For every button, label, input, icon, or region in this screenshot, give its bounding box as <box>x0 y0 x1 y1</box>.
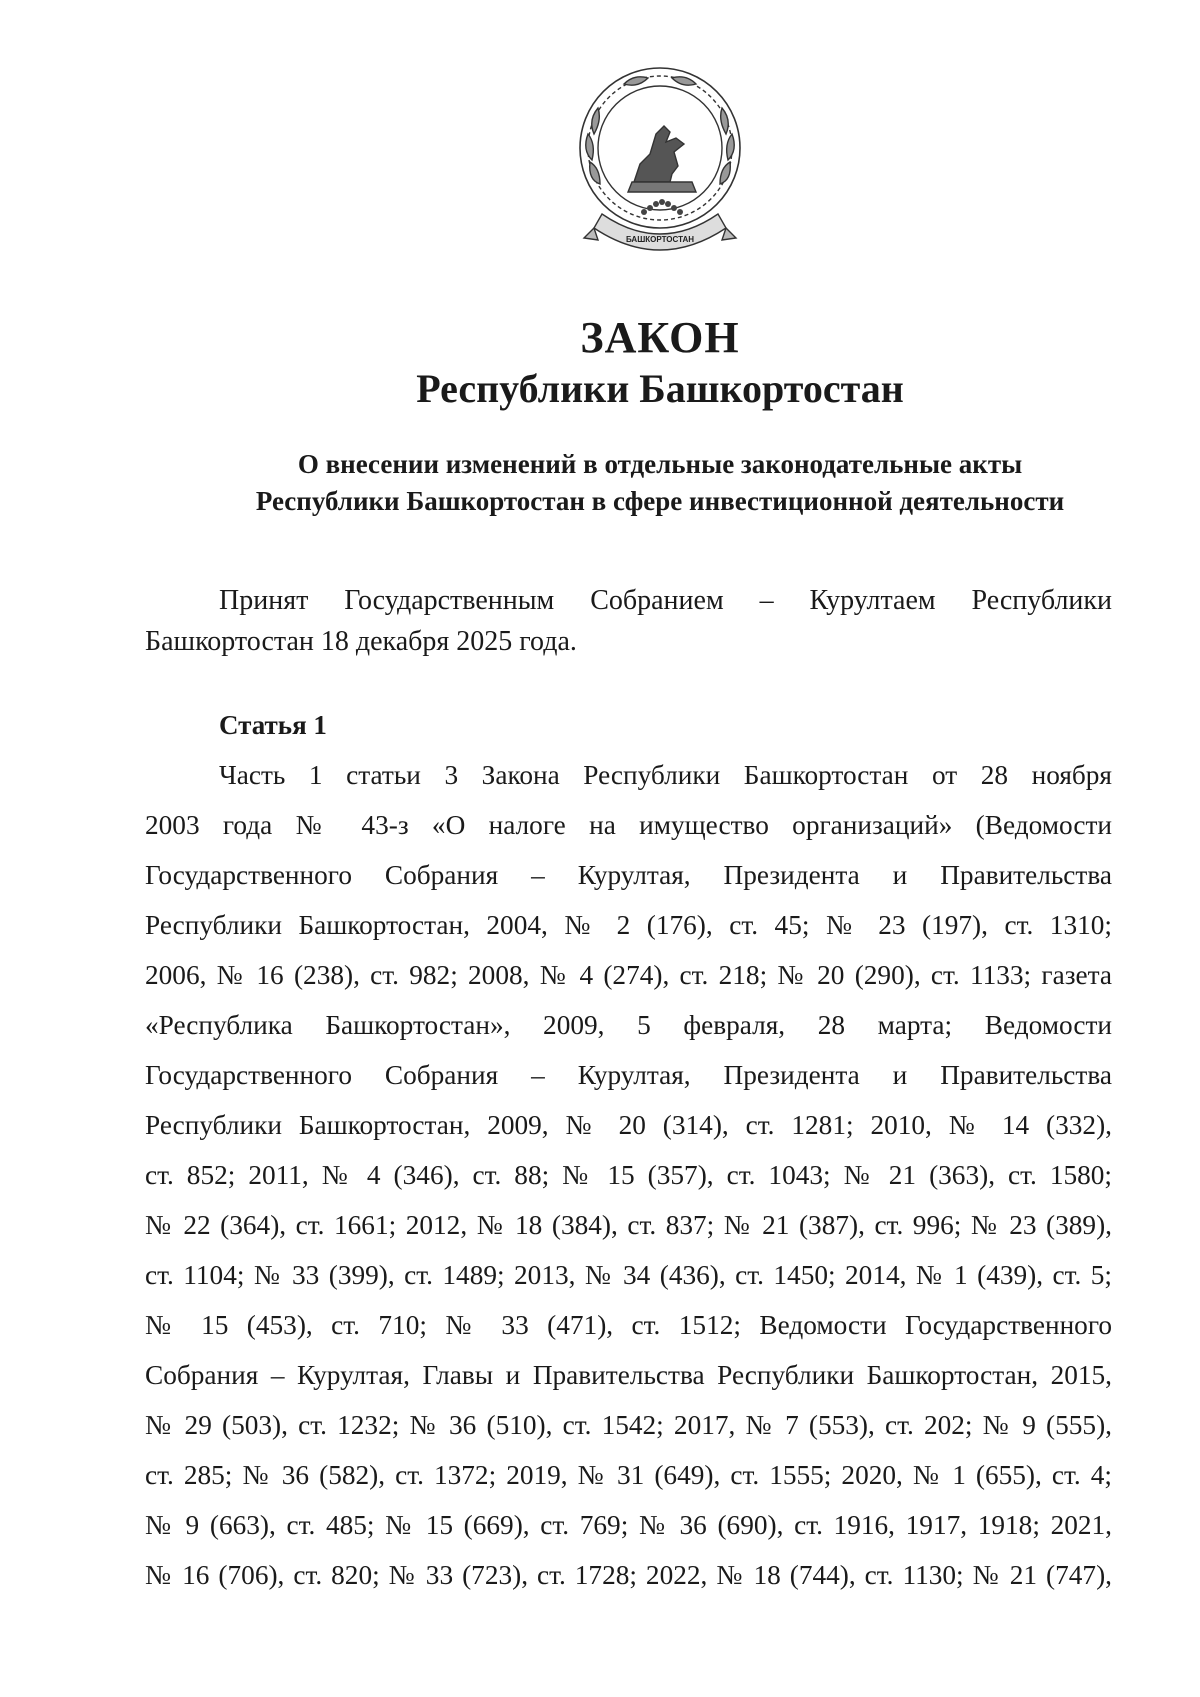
adoption-statement: Принят Государственным Собранием – Курултаем Республики Башкортостан 18 декабря 2025 года. <box>145 585 1112 657</box>
subject-line-1: О внесении изменений в отдельные законодательные акты <box>297 449 1023 479</box>
article-line: № 9 (663), ст. 485; № 15 (669), ст. 769; № 36 (690), ст. 1916, 1917, 1918; 2021, <box>145 1510 1112 1540</box>
article-line: Республики Башкортостан, 2009, № 20 (314), ст. 1281; 2010, № 14 (332), <box>145 1110 1112 1140</box>
article-line: ст. 852; 2011, № 4 (346), ст. 88; № 15 (357), ст. 1043; № 21 (363), ст. 1580; <box>145 1160 1112 1190</box>
article-line: № 15 (453), ст. 710; № 33 (471), ст. 1512; Ведомости Государственного <box>145 1310 1112 1340</box>
coat-of-arms-emblem <box>574 64 746 260</box>
article-line: № 16 (706), ст. 820; № 33 (723), ст. 1728; 2022, № 18 (744), ст. 1130; № 21 (747), <box>145 1560 1112 1590</box>
document-title: ЗАКОН <box>580 313 740 362</box>
article-line: «Республика Башкортостан», 2009, 5 февраля, 28 марта; Ведомости <box>145 1010 1112 1040</box>
subject-line-2: Республики Башкортостан в сфере инвестиционной деятельности <box>255 486 1065 516</box>
article-line: Собрания – Курултая, Главы и Правительства Республики Башкортостан, 2015, <box>145 1360 1112 1390</box>
article-line: 2003 года № 43-з «О налоге на имущество организаций» (Ведомости <box>145 810 1112 840</box>
document-subtitle: Республики Башкортостан <box>416 366 904 411</box>
article-1-body <box>145 750 1112 1600</box>
article-line: Государственного Собрания – Курултая, Президента и Правительства <box>145 860 1112 890</box>
emblem-ribbon-text: БАШКОРТОСТАН <box>625 235 695 244</box>
article-line: 2006, № 16 (238), ст. 982; 2008, № 4 (274), ст. 218; № 20 (290), ст. 1133; газета <box>145 960 1112 990</box>
article-line: Республики Башкортостан, 2004, № 2 (176), ст. 45; № 23 (197), ст. 1310; <box>145 910 1112 940</box>
article-line: № 22 (364), ст. 1661; 2012, № 18 (384), ст. 837; № 21 (387), ст. 996; № 23 (389), <box>145 1210 1112 1240</box>
article-line: № 29 (503), ст. 1232; № 36 (510), ст. 1542; 2017, № 7 (553), ст. 202; № 9 (555), <box>145 1410 1112 1440</box>
article-line: ст. 1104; № 33 (399), ст. 1489; 2013, № 34 (436), ст. 1450; 2014, № 1 (439), ст. 5; <box>145 1260 1112 1290</box>
article-line: Государственного Собрания – Курултая, Президента и Правительства <box>145 1060 1112 1090</box>
document-subject <box>0 446 1200 520</box>
article-1-heading: Статья 1 <box>219 710 327 740</box>
article-line: Часть 1 статьи 3 Закона Республики Башкортостан от 28 ноября <box>219 760 1112 790</box>
article-line: ст. 285; № 36 (582), ст. 1372; 2019, № 31 (649), ст. 1555; 2020, № 1 (655), ст. 4; <box>145 1460 1112 1490</box>
